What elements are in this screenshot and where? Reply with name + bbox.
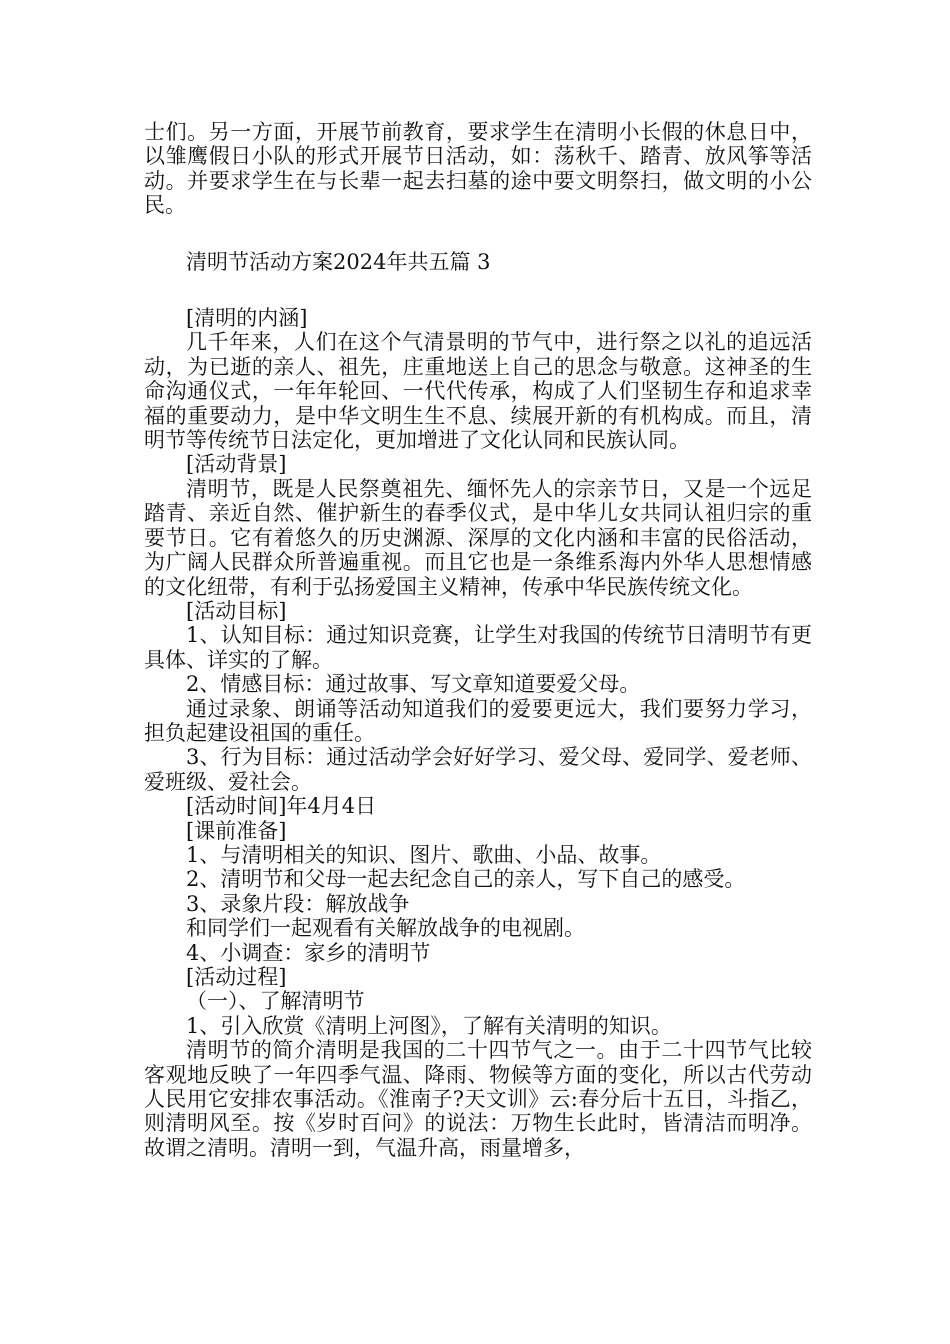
paragraph-intro: 士们。另一方面，开展节前教育，要求学生在清明小长假的休息日中，以雏鹰假日小队的形式开展节日活动，如：荡秋千、踏青、放风筝等活动。并要求学生在与长辈一起去扫墓的途中要文明祭扫，做文明的小公民。 <box>144 120 812 218</box>
paragraph-mubiao-3: 通过录象、朗诵等活动知道我们的爱要更远大，我们要努力学习，担负起建设祖国的重任。 <box>144 696 812 745</box>
paragraph-zhunbei-4: 和同学们一起观看有关解放战争的电视剧。 <box>186 916 585 941</box>
heading-zhunbei: [课前准备] <box>186 818 287 843</box>
paragraph-mubiao-2: 2、情感目标：通过故事、写文章知道要爱父母。 <box>186 672 641 697</box>
heading-guocheng: [活动过程] <box>186 965 287 989</box>
heading-neihan: [清明的内涵] <box>186 306 308 331</box>
document-body <box>144 120 812 1160</box>
paragraph-zhunbei-3: 3、录象片段：解放战争 <box>186 891 410 916</box>
paragraph-neihan: 几千年来，人们在这个气清景明的节气中，进行祭之以礼的追远活动，为已逝的亲人、祖先，庄重地送上自己的思念与敬意。这神圣的生命沟通仪式，一年年轮回、一代代传承，构成了人们坚韧生存和追求幸福的重要动力，是中华文明生生不息、续展开新的有机构成。而且，清明节等传统节日法定化，更加增进了文化认同和民族认同。 <box>144 330 812 453</box>
paragraph-guocheng-2: 1、引入欣赏《清明上河图》，了解有关清明的知识。 <box>186 1013 672 1038</box>
heading-beijing: [活动背景] <box>186 452 287 477</box>
paragraph-guocheng-3: 清明节的简介清明是我国的二十四节气之一。由于二十四节气比较客观地反映了一年四季气温、降雨、物候等方面的变化，所以古代劳动人民用它安排农事活动。《淮南子?天文训》云:春分后十五日，斗指乙，则清明风至。按《岁时百问》的说法：万物生长此时，皆清洁而明净。故谓之清明。清明一到，气温升高，雨量增多， <box>144 1038 812 1160</box>
paragraph-zhunbei-5: 4、小调查：家乡的清明节 <box>186 940 431 965</box>
paragraph-zhunbei-1: 1、与清明相关的知识、图片、歌曲、小品、故事。 <box>186 842 662 867</box>
paragraph-guocheng-1: （一）、了解清明节 <box>186 989 365 1014</box>
heading-shijian: [活动时间]年4月4日 <box>186 794 377 819</box>
section-title: 清明节活动方案2024年共五篇 3 <box>186 249 491 274</box>
paragraph-mubiao-4: 3、行为目标：通过活动学会好好学习、爱父母、爱同学、爱老师、爱班级、爱社会。 <box>144 745 812 794</box>
heading-mubiao: [活动目标] <box>186 598 287 623</box>
paragraph-mubiao-1: 1、认知目标：通过知识竞赛，让学生对我国的传统节日清明节有更具体、详实的了解。 <box>144 623 812 672</box>
paragraph-beijing: 清明节，既是人民祭奠祖先、缅怀先人的宗亲节日，又是一个远足踏青、亲近自然、催护新生的春季仪式，是中华儿女共同认祖归宗的重要节日。它有着悠久的历史渊源、深厚的文化内涵和丰富的民俗活动，为广阔人民群众所普遍重视。而且它也是一条维系海内外华人思想情感的文化纽带，有利于弘扬爱国主义精神，传承中华民族传统文化。 <box>144 476 812 599</box>
paragraph-zhunbei-2: 2、清明节和父母一起去纪念自己的亲人，写下自己的感受。 <box>186 867 746 892</box>
